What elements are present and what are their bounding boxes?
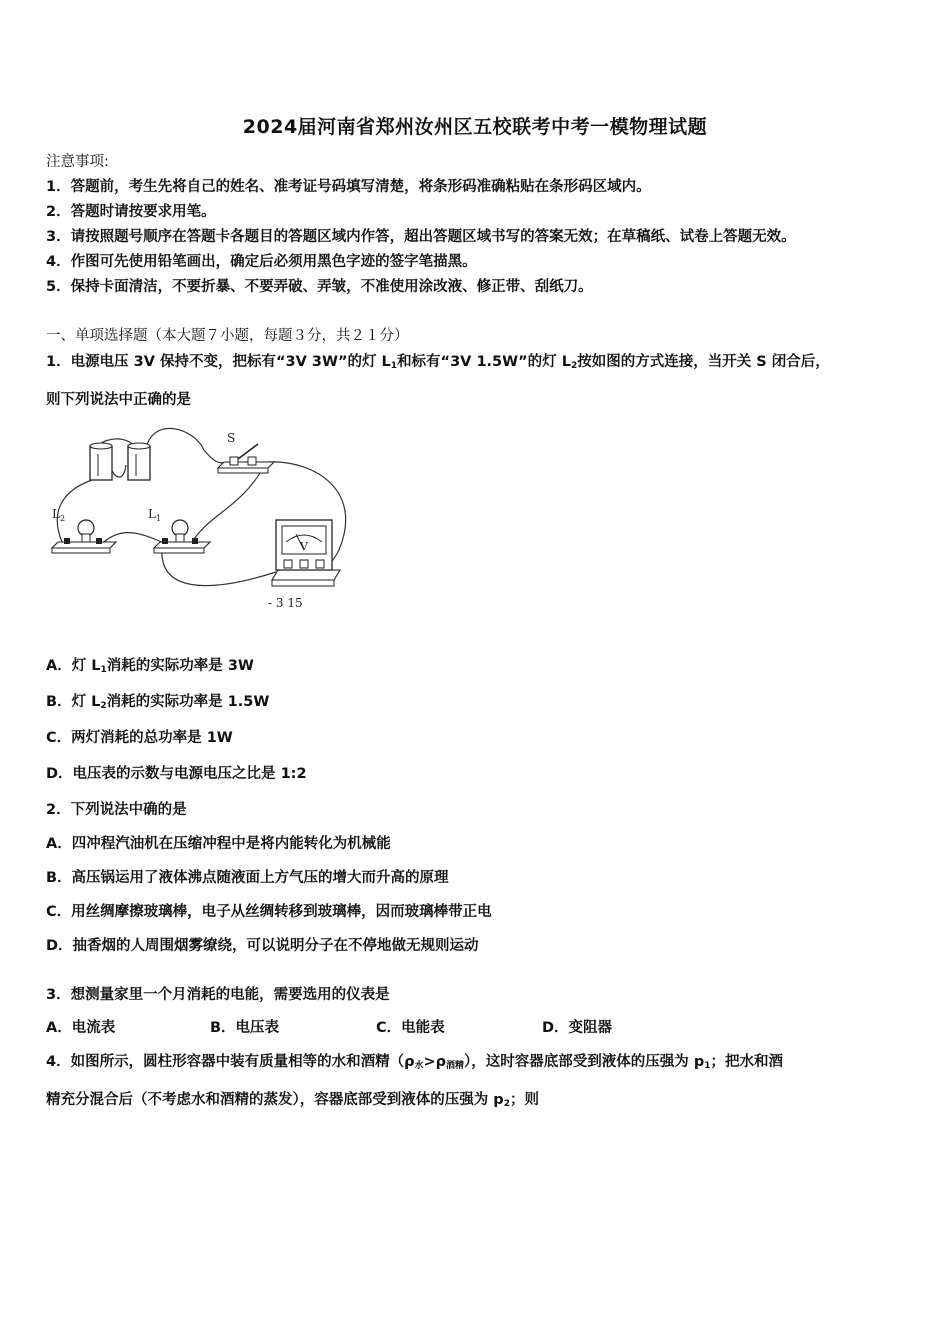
lamp-l2-subscript: 2 [59,514,66,523]
q2-option-a[interactable]: A．四冲程汽油机在压缩冲程中是将内能转化为机械能 [46,836,391,852]
q4-water-subscript: 水 [414,1061,424,1071]
notice-heading: 注意事项: [46,154,109,170]
q4-part-b: >ρ [423,1054,447,1070]
q1-stem-line1 [46,352,830,376]
notice-item-4: 4．作图可先使用铅笔画出，确定后必须用黑色字迹的签字笔描黑。 [46,254,477,270]
q3-option-b[interactable]: B．电压表 [210,1020,280,1036]
q1-option-b-pre: B．灯 L [46,694,101,710]
q4-p2-subscript: 2 [503,1099,510,1109]
section-heading: 一、单项选择题（本大题７小题，每题３分，共２１分） [46,328,409,344]
q4-stem-line1 [46,1052,783,1076]
wire [104,533,162,542]
q3-option-c[interactable]: C．电能表 [376,1020,445,1036]
q4-line2-part-a: 精充分混合后（不考虑水和酒精的蒸发），容器底部受到液体的压强为 p [46,1092,504,1108]
q2-option-d[interactable]: D．抽香烟的人周围烟雾缭绕，可以说明分子在不停地做无规则运动 [46,938,479,954]
q1-stem-part-a: 1．电源电压 3V 保持不变，把标有“3V 3W”的灯 L [46,354,391,370]
notice-item-3: 3．请按照题号顺序在答题卡各题目的答题区域内作答，超出答题区域书写的答案无效；在草稿纸、试卷上答题无效。 [46,229,796,245]
q2-stem: 2．下列说法中确的是 [46,802,187,818]
voltmeter [272,520,340,586]
q1-option-c[interactable]: C．两灯消耗的总功率是 1W [46,730,233,746]
q1-option-d[interactable]: D．电压表的示数与电源电压之比是 1:2 [46,766,307,782]
q1-option-a-pre: A．灯 L [46,658,101,674]
wire [192,470,262,542]
notice-item-2: 2．答题时请按要求用笔。 [46,204,216,220]
q1-option-b-post: 消耗的实际功率是 1.5W [106,694,270,710]
lamp-l1-label [148,507,161,523]
voltmeter-label: V [300,540,308,553]
lamp-l2 [52,520,116,553]
lamp-l2-label [52,507,65,523]
q1-option-b[interactable] [46,692,269,716]
q4-alcohol-subscript: 酒精 [446,1061,465,1071]
q3-options [46,1016,746,1038]
switch-label: S [227,431,236,445]
q1-option-a-subscript: 1 [100,665,107,675]
voltmeter-terminals-label: - 3 15 [268,596,303,610]
q3-stem: 3．想测量家里一个月消耗的电能，需要选用的仪表是 [46,987,390,1003]
q3-option-a[interactable]: A．电流表 [46,1020,116,1036]
circuit-diagram [44,420,364,620]
q2-option-c[interactable]: C．用丝绸摩擦玻璃棒，电子从丝绸转移到玻璃棒，因而玻璃棒带正电 [46,904,492,920]
switch [218,444,274,473]
q1-stem-line2: 则下列说法中正确的是 [46,392,191,408]
lamp-l1-subscript: 1 [155,514,162,523]
wire [146,428,226,462]
q4-stem-line2 [46,1090,539,1114]
q4-part-d: ；把水和酒 [710,1054,783,1070]
notice-item-5: 5．保持卡面清洁，不要折暴、不要弄破、弄皱，不准使用涂改液、修正带、刮纸刀。 [46,279,593,295]
q3-option-d[interactable]: D．变阻器 [542,1020,613,1036]
lamp-l2-letter: L [52,507,60,521]
q1-option-a-post: 消耗的实际功率是 3W [106,658,254,674]
q4-part-c: ），这时容器底部受到液体的压强为 p [464,1054,705,1070]
battery [128,443,150,480]
q1-stem-part-b: 和标有“3V 1.5W”的灯 L [397,354,571,370]
q1-option-a[interactable] [46,656,254,680]
q4-part-a: 4．如图所示，圆柱形容器中装有质量相等的水和酒精（ρ [46,1054,415,1070]
page-title: 2024届河南省郑州汝州区五校联考中考一模物理试题 [242,116,708,138]
q1-stem-part-c: 按如图的方式连接，当开关 S 闭合后， [577,354,830,370]
wire [162,548,276,586]
lamp-l1 [154,520,210,553]
q2-option-b[interactable]: B．高压锅运用了液体沸点随液面上方气压的增大而升高的原理 [46,870,449,886]
q1-l1-subscript: 1 [390,361,398,371]
q4-line2-part-b: ；则 [509,1092,539,1108]
notice-item-1: 1．答题前，考生先将自己的姓名、准考证号码填写清楚，将条形码准确粘贴在条形码区域内。 [46,179,651,195]
q1-option-b-subscript: 2 [100,701,107,711]
battery [90,443,112,480]
q4-p1-subscript: 1 [704,1061,711,1071]
lamp-l1-letter: L [148,507,156,521]
q1-l2-subscript: 2 [570,361,578,371]
